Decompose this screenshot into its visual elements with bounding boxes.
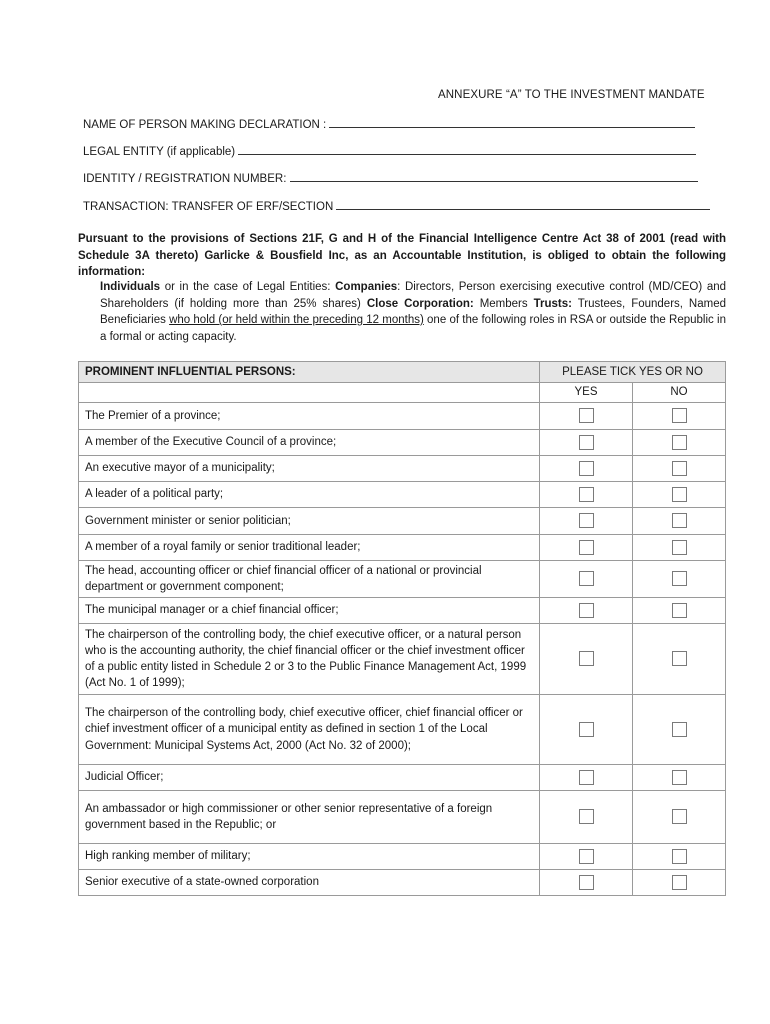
role-description: A member of the Executive Council of a province; [79, 430, 540, 456]
no-tick-cell [633, 456, 726, 482]
role-description: Senior executive of a state-owned corporation [79, 870, 540, 896]
yes-tick-cell [540, 844, 633, 870]
role-description: Judicial Officer; [79, 765, 540, 791]
no-checkbox[interactable] [672, 875, 687, 890]
yes-no-header-row [79, 383, 726, 403]
table-row [79, 403, 726, 430]
table-row [79, 870, 726, 896]
no-tick-cell [633, 508, 726, 535]
yes-checkbox[interactable] [579, 408, 594, 423]
yes-checkbox[interactable] [579, 540, 594, 555]
table-row [79, 791, 726, 844]
blank-header-cell [79, 383, 540, 403]
registration-number-label: IDENTITY / REGISTRATION NUMBER: [83, 173, 287, 185]
yes-tick-cell [540, 508, 633, 535]
table-row [79, 430, 726, 456]
role-description: The chairperson of the controlling body, chief executive officer, chief financial officer or chief investment officer of a municipal entity as defined in section 1 of the Local Government: Municipal Systems Act, 2000 (Act No. 32 of 2000); [79, 695, 540, 765]
table-header-row [79, 362, 726, 383]
yes-tick-cell [540, 535, 633, 561]
yes-checkbox[interactable] [579, 603, 594, 618]
role-description: A leader of a political party; [79, 482, 540, 508]
intro-paragraph: Pursuant to the provisions of Sections 21F, G and H of the Financial Intelligence Centre Act 38 of 2001 (read with Schedule 3A thereto) Garlicke & Bousfield Inc, as an Accountable Institution, is obliged to obtain the following information: [78, 233, 726, 278]
no-tick-cell [633, 535, 726, 561]
no-checkbox[interactable] [672, 461, 687, 476]
yes-checkbox[interactable] [579, 849, 594, 864]
table-row [79, 508, 726, 535]
individuals-label: Individuals [100, 281, 161, 293]
scope-text-5: one of the following roles in RSA or outside the Republic in a formal or acting capacity. [100, 314, 726, 343]
transaction-label: TRANSACTION: TRANSFER OF ERF/SECTION [83, 201, 334, 213]
scope-text-3: Members [473, 297, 534, 310]
yes-checkbox[interactable] [579, 875, 594, 890]
no-tick-cell [633, 695, 726, 765]
transaction-line[interactable] [336, 199, 710, 210]
no-tick-cell [633, 430, 726, 456]
yes-checkbox[interactable] [579, 651, 594, 666]
yes-tick-cell [540, 695, 633, 765]
role-description: The head, accounting officer or chief financial officer of a national or provincial department or government component; [79, 561, 540, 598]
yes-checkbox[interactable] [579, 461, 594, 476]
tick-header: PLEASE TICK YES OR NO [540, 362, 726, 383]
table-row [79, 624, 726, 695]
no-checkbox[interactable] [672, 722, 687, 737]
scope-paragraph [100, 279, 726, 345]
yes-tick-cell [540, 765, 633, 791]
no-header: NO [633, 383, 726, 403]
yes-tick-cell [540, 870, 633, 896]
role-description: An executive mayor of a municipality; [79, 456, 540, 482]
no-checkbox[interactable] [672, 540, 687, 555]
legal-entity-label: LEGAL ENTITY (if applicable) [83, 146, 236, 158]
yes-tick-cell [540, 624, 633, 695]
table-row [79, 695, 726, 765]
role-description: The chairperson of the controlling body, the chief executive officer, or a natural person who is the accounting authority, the chief financial officer or the chief investment officer of a public entity listed in Schedule 2 or 3 to the Public Finance Management Act, 1999 (Act No. 1 of 1999); [79, 624, 540, 695]
role-description: Government minister or senior politician; [79, 508, 540, 535]
yes-checkbox[interactable] [579, 487, 594, 502]
no-checkbox[interactable] [672, 651, 687, 666]
annexure-title: ANNEXURE “A” TO THE INVESTMENT MANDATE [438, 89, 705, 101]
yes-checkbox[interactable] [579, 809, 594, 824]
table-row [79, 598, 726, 624]
yes-tick-cell [540, 430, 633, 456]
no-checkbox[interactable] [672, 435, 687, 450]
no-tick-cell [633, 624, 726, 695]
registration-number-field[interactable] [83, 171, 698, 185]
yes-checkbox[interactable] [579, 722, 594, 737]
no-tick-cell [633, 598, 726, 624]
table-row [79, 844, 726, 870]
registration-number-line[interactable] [290, 171, 698, 182]
no-checkbox[interactable] [672, 487, 687, 502]
no-tick-cell [633, 765, 726, 791]
transaction-field[interactable] [83, 199, 710, 213]
yes-header: YES [540, 383, 633, 403]
scope-text-4: Trustees, Founders, Named Beneficiaries [100, 297, 727, 326]
legal-entity-field[interactable] [83, 144, 696, 158]
yes-tick-cell [540, 482, 633, 508]
table-row [79, 535, 726, 561]
no-checkbox[interactable] [672, 770, 687, 785]
table-title: PROMINENT INFLUENTIAL PERSONS: [79, 362, 540, 383]
declarant-name-label: NAME OF PERSON MAKING DECLARATION : [83, 119, 327, 131]
no-tick-cell [633, 870, 726, 896]
yes-checkbox[interactable] [579, 571, 594, 586]
no-tick-cell [633, 482, 726, 508]
table-row [79, 765, 726, 791]
influential-persons-table [78, 361, 726, 896]
legal-entity-line[interactable] [238, 144, 696, 155]
role-description: A member of a royal family or senior traditional leader; [79, 535, 540, 561]
role-description: High ranking member of military; [79, 844, 540, 870]
yes-tick-cell [540, 791, 633, 844]
no-checkbox[interactable] [672, 603, 687, 618]
yes-tick-cell [540, 456, 633, 482]
no-tick-cell [633, 561, 726, 598]
declarant-name-line[interactable] [329, 117, 695, 128]
no-tick-cell [633, 844, 726, 870]
underlined-clause: who hold (or held within the preceding 12 months) [169, 314, 424, 326]
yes-checkbox[interactable] [579, 770, 594, 785]
no-tick-cell [633, 403, 726, 430]
no-checkbox[interactable] [672, 809, 687, 824]
close-corporation-label: Close Corporation: [366, 297, 474, 310]
yes-tick-cell [540, 403, 633, 430]
table-row [79, 482, 726, 508]
scope-text-2: : Directors, Person exercising executive control (MD/CEO) and Shareholders (if holding more than 25% shares) [100, 281, 727, 310]
no-tick-cell [633, 791, 726, 844]
table-row [79, 561, 726, 598]
companies-label: Companies [335, 281, 398, 293]
yes-checkbox[interactable] [579, 513, 594, 528]
yes-tick-cell [540, 598, 633, 624]
no-checkbox[interactable] [672, 408, 687, 423]
trusts-label: Trusts: [533, 297, 572, 310]
role-description: An ambassador or high commissioner or other senior representative of a foreign government based in the Republic; or [79, 791, 540, 844]
table-row [79, 456, 726, 482]
yes-checkbox[interactable] [579, 435, 594, 450]
role-description: The Premier of a province; [79, 403, 540, 430]
declarant-name-field[interactable] [83, 117, 695, 131]
role-description: The municipal manager or a chief financial officer; [79, 598, 540, 624]
table-body [79, 403, 726, 896]
no-checkbox[interactable] [672, 849, 687, 864]
yes-tick-cell [540, 561, 633, 598]
no-checkbox[interactable] [672, 513, 687, 528]
no-checkbox[interactable] [672, 571, 687, 586]
scope-text-1: or in the case of Legal Entities: [160, 281, 336, 293]
